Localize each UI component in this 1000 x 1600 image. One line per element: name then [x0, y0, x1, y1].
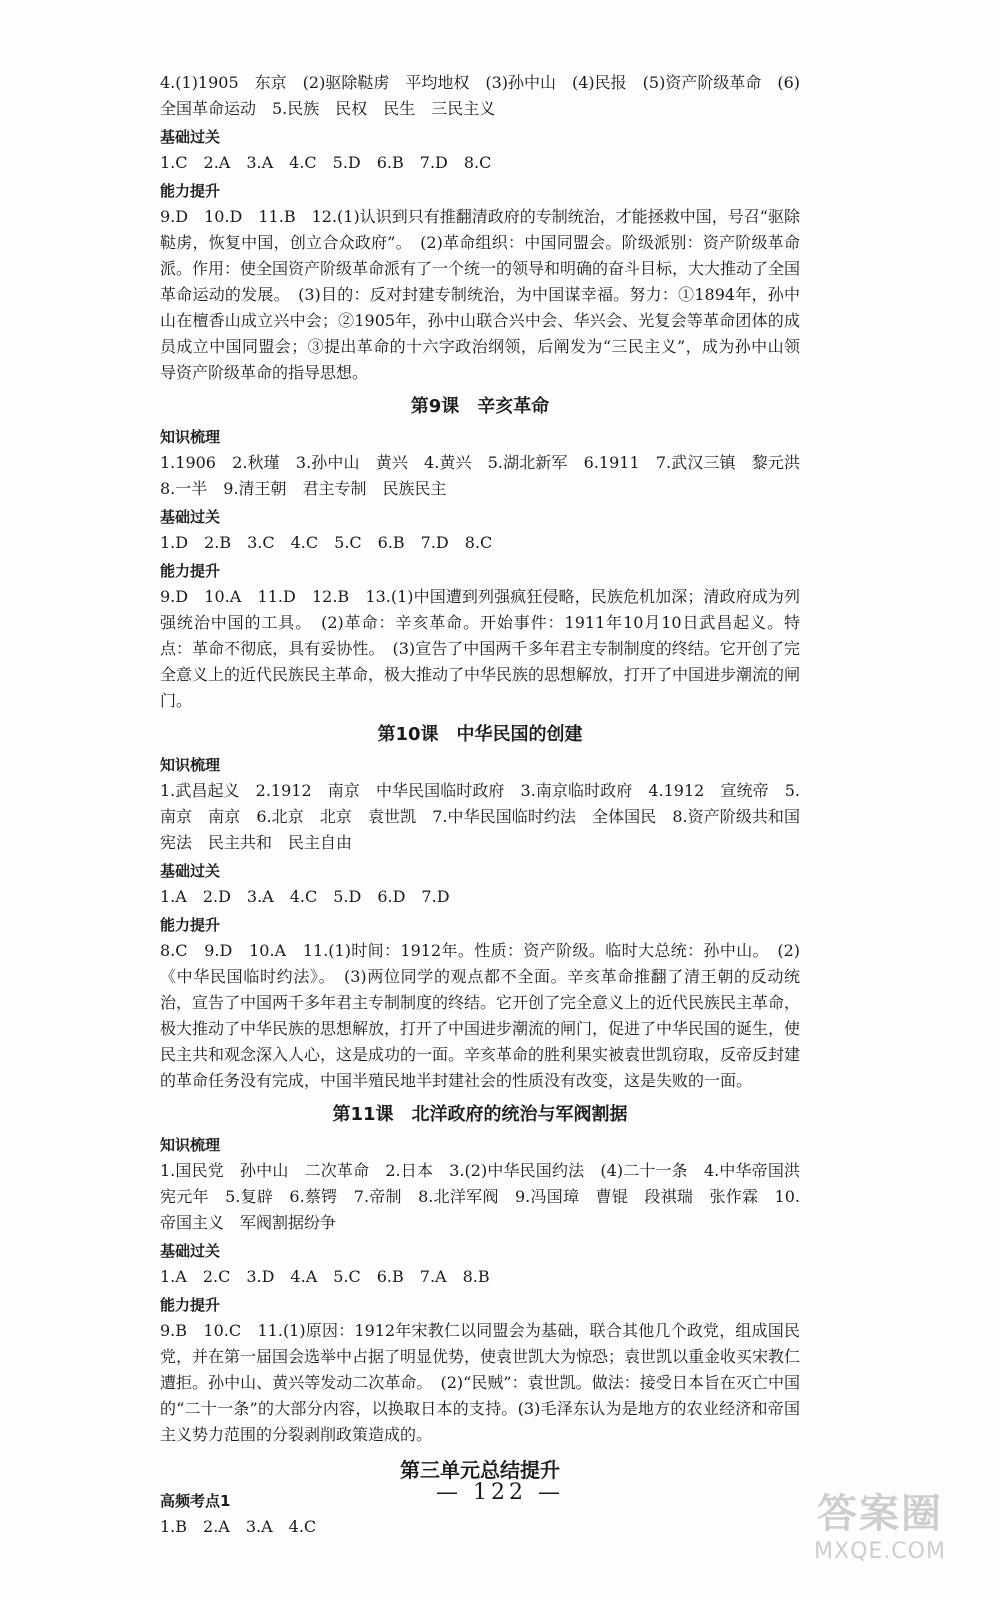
answers-ability: 8.C 9.D 10.A 11.(1)时间：1912年。性质：资产阶级。临时大总统：孙中山。 (2)《中华民国临时约法》。 (3)两位同学的观点都不全面。辛亥革命推翻了清王朝的反动统治，宣告了中国两千多年君主专制制度的终结。它开创了完全意义上的近代民族民主革命，极大推动了中华民族的思想解放，打开了中国进步潮流的闸门，促进了中华民国的诞生，使民主共和观念深入人心，这是成功的一面。辛亥革命的胜利果实被袁世凯窃取，反帝反封建的革命任务没有完成，中国半殖民地半封建社会的性质没有改变，这是失败的一面。: [160, 941, 801, 1090]
section-heading-knowledge: 知识梳理: [160, 756, 221, 774]
lesson-title-9: 第9课 辛亥革命: [410, 396, 550, 417]
section-heading-frequent: 高频考点1: [160, 1492, 231, 1510]
answers-ability: 9.D 10.A 11.D 12.B 13.(1)中国遭到列强疯狂侵略，民族危机加深；清政府成为列强统治中国的工具。 (2)革命：辛亥革命。开始事件：1911年10月10日武昌起义。特点：革命不彻底，具有妥协性。 (3)宣告了中国两千多年君主专制制度的终结。它开创了完全意义上的近代民族民主革命，极大推动了中华民族的思想解放，打开了中国进步潮流的闸门。: [160, 587, 801, 710]
section-heading-basic: 基础过关: [160, 862, 221, 880]
watermark-text: 答案圈: [817, 1491, 943, 1537]
section-heading-ability: 能力提升: [160, 916, 221, 934]
answers-knowledge: 1.武昌起义 2.1912 南京 中华民国临时政府 3.南京临时政府 4.1912 宣统帝 5.南京 南京 6.北京 北京 袁世凯 7.中华民国临时约法 全体国民 8.资产阶级共和国宪法 民主共和 民主自由: [160, 781, 800, 852]
lesson-title-10: 第10课 中华民国的创建: [377, 724, 583, 745]
section-heading-basic: 基础过关: [160, 128, 221, 146]
answers-ability: 9.D 10.D 11.B 12.(1)认识到只有推翻清政府的专制统治，才能拯救中国，号召“驱除鞑虏，恢复中国，创立合众政府”。 (2)革命组织：中国同盟会。阶级派别：资产阶级革命派。作用：使全国资产阶级革命派有了一个统一的领导和明确的奋斗目标，大大推动了全国革命运动的发展。 (3)目的：反对封建专制统治，为中国谋幸福。努力：①1894年，孙中山在檀香山成立兴中会；②1905年，孙中山联合兴中会、华兴会、光复会等革命团体的成员成立中国同盟会；③提出革命的十六字政治纲领，后阐发为“三民主义”，成为孙中山领导资产阶级革命的指导思想。: [160, 207, 801, 382]
answer-paragraph-top: 4.(1)1905 东京 (2)驱除鞑虏 平均地权 (3)孙中山 (4)民报 (5)资产阶级革命 (6)全国革命运动 5.民族 民权 民生 三民主义: [160, 73, 800, 118]
answers-basic: 1.D 2.B 3.C 4.C 5.C 6.B 7.D 8.C: [160, 533, 493, 552]
answers-basic: 1.A 2.D 3.A 4.C 5.D 6.D 7.D: [160, 887, 450, 906]
section-heading-ability: 能力提升: [160, 1296, 221, 1314]
answers-frequent: 1.B 2.A 3.A 4.C: [160, 1517, 317, 1536]
lesson-title-11: 第11课 北洋政府的统治与军阀割据: [332, 1104, 628, 1125]
watermark-url: MXQE.COM: [814, 1539, 946, 1564]
section-heading-knowledge: 知识梳理: [160, 1136, 221, 1154]
watermark-logo: [790, 1482, 970, 1582]
answers-knowledge: 1.1906 2.秋瑾 3.孙中山 黄兴 4.黄兴 5.湖北新军 6.1911 7.武汉三镇 黎元洪 8.一半 9.清王朝 君主专制 民族民主: [160, 453, 817, 498]
answers-ability: 9.B 10.C 11.(1)原因：1912年宋教仁以同盟会为基础，联合其他几个政党，组成国民党，并在第一届国会选举中占据了明显优势，使袁世凯大为惊恐；袁世凯以重金收买宋教仁遭拒。孙中山、黄兴等发动二次革命。 (2)“民贼”：袁世凯。做法：接受日本旨在灭亡中国的“二十一条”的大部分内容，以换取日本的支持。(3)毛泽东认为是地方的农业经济和帝国主义势力范围的分裂剥削政策造成的。: [160, 1321, 801, 1444]
section-heading-ability: 能力提升: [160, 182, 221, 200]
answers-knowledge: 1.国民党 孙中山 二次革命 2.日本 3.(2)中华民国约法 (4)二十一条 4.中华帝国洪宪元年 5.复辟 6.蔡锷 7.帝制 8.北洋军阀 9.冯国璋 曹锟 段祺瑞 张作霖 10.帝国主义 军阀割据纷争: [160, 1161, 800, 1232]
section-heading-ability: 能力提升: [160, 562, 221, 580]
section-heading-basic: 基础过关: [160, 1242, 221, 1260]
unit-summary-title: 第三单元总结提升: [400, 1458, 560, 1482]
answers-basic: 1.C 2.A 3.A 4.C 5.D 6.B 7.D 8.C: [160, 153, 492, 172]
page-number: — 122 —: [436, 1480, 564, 1505]
answer-page: [160, 70, 817, 1540]
section-heading-knowledge: 知识梳理: [160, 428, 221, 446]
answers-basic: 1.A 2.C 3.D 4.A 5.C 6.B 7.A 8.B: [160, 1267, 490, 1286]
section-heading-basic: 基础过关: [160, 508, 221, 526]
